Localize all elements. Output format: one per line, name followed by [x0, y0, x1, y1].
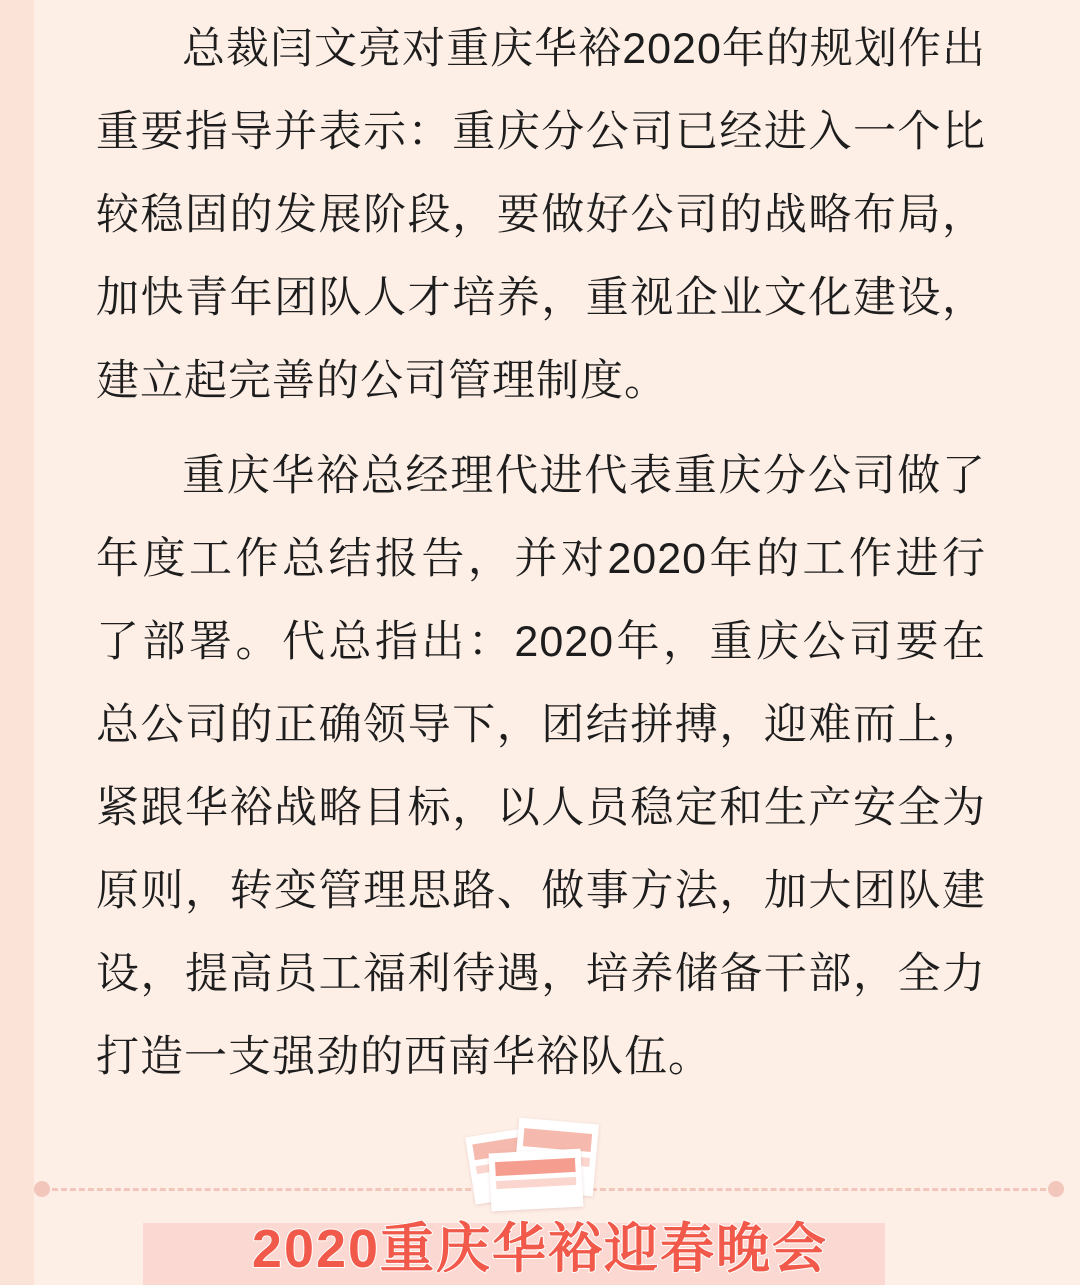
footer-decoration	[0, 1105, 1080, 1285]
right-margin-band	[1062, 0, 1080, 1285]
photo-strip	[495, 1158, 576, 1176]
paragraph-1: 总裁闫文亮对重庆华裕2020年的规划作出重要指导并表示：重庆分公司已经进入一个比较稳固的发展阶段，要做好公司的战略布局，加快青年团队人才培养，重视企业文化建设，建立起完善的公司管理制度。	[96, 25, 986, 405]
photo-card-front	[489, 1149, 584, 1212]
divider-dot-right	[1048, 1181, 1064, 1197]
photo-stack-icon	[470, 1115, 620, 1215]
left-margin-band	[0, 0, 34, 1285]
photo-strip	[496, 1177, 576, 1189]
paragraph-2: 重庆华裕总经理代进代表重庆分公司做了年度工作总结报告，并对2020年的工作进行了部署。代总指出：2020年，重庆公司要在总公司的正确领导下，团结拼搏，迎难而上，紧跟华裕战略目标，以人员稳定和生产安全为原则，转变管理思路、做事方法，加大团队建设，提高员工福利待遇，培养储备干部，全力打造一支强劲的西南华裕队伍。	[96, 452, 986, 1081]
photo-strip	[523, 1128, 592, 1152]
article-body	[96, 8, 986, 1105]
banner-title: 2020重庆华裕迎春晚会	[251, 1219, 829, 1279]
